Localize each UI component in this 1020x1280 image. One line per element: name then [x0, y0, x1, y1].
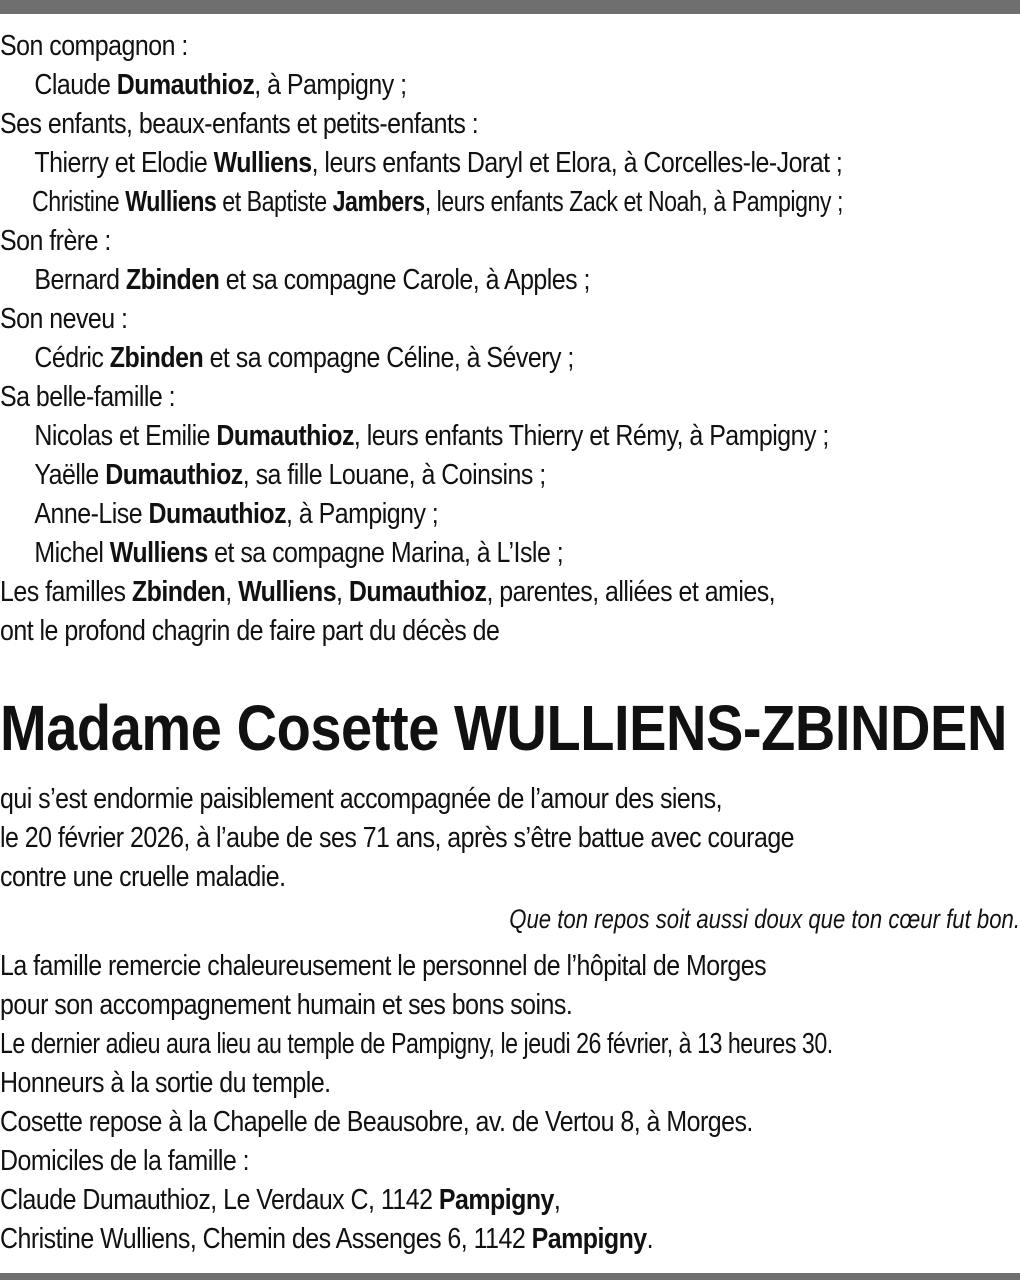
text-segment: Claude Dumauthioz, Le Verdaux C, 1142 — [0, 1184, 439, 1216]
text-segment: , sa fille Louane, à Coinsins ; — [242, 459, 546, 491]
closing-line — [0, 1103, 877, 1142]
family-line — [0, 417, 877, 456]
family-name: Wulliens — [109, 537, 208, 569]
text-segment: Anne-Lise — [34, 498, 149, 530]
family-line — [0, 339, 877, 378]
family-name: Wulliens — [238, 576, 337, 608]
family-line — [0, 222, 877, 261]
text-segment: et sa compagne Céline, à Sévery ; — [203, 342, 574, 374]
text-segment: Ses enfants, beaux-enfants et petits-enfants : — [0, 108, 479, 140]
family-line — [0, 105, 877, 144]
notice-line — [0, 858, 877, 897]
text-segment: ont le profond chagrin de faire part du décès de — [0, 615, 500, 647]
closing-text — [0, 947, 1020, 1259]
text-segment: et sa compagne Marina, à L’Isle ; — [207, 537, 564, 569]
text-segment: Christine — [32, 186, 126, 218]
text-segment: Bernard — [34, 264, 126, 296]
text-segment: Claude — [34, 69, 117, 101]
obituary-notice — [0, 27, 1020, 1259]
text-segment: Domiciles de la famille : — [0, 1145, 250, 1177]
family-line — [0, 534, 877, 573]
text-segment: et sa compagne Carole, à Apples ; — [219, 264, 590, 296]
closing-line — [0, 1220, 877, 1259]
family-line — [0, 27, 877, 66]
text-segment: , — [336, 576, 349, 608]
text-segment: Nicolas et Emilie — [34, 420, 217, 452]
family-line — [0, 495, 877, 534]
closing-line — [0, 1181, 877, 1220]
text-segment: , — [553, 1184, 561, 1216]
text-segment: qui s’est endormie paisiblement accompagnée de l’amour des siens, — [0, 783, 723, 815]
family-line — [0, 378, 877, 417]
top-rule — [0, 0, 1020, 14]
family-name: Zbinden — [109, 342, 204, 374]
closing-line — [0, 1025, 833, 1064]
closing-line — [0, 1064, 877, 1103]
family-line — [0, 144, 877, 183]
death-notice-text — [0, 780, 1020, 897]
text-segment: Yaëlle — [34, 459, 106, 491]
family-line — [0, 573, 877, 612]
closing-line — [0, 947, 877, 986]
text-segment: le 20 février 2026, à l’aube de ses 71 ans, après s’être battue avec courage — [0, 822, 795, 854]
family-name: Wulliens — [213, 147, 312, 179]
memorial-quote: Que ton repos soit aussi doux que ton cœur fut bon. — [509, 904, 1020, 934]
closing-line — [0, 1142, 877, 1181]
family-name: Zbinden — [131, 576, 226, 608]
text-segment: , à Pampigny ; — [286, 498, 439, 530]
family-name: Dumauthioz — [116, 69, 255, 101]
notice-line — [0, 780, 877, 819]
text-segment: , à Pampigny ; — [254, 69, 407, 101]
family-name: Dumauthioz — [348, 576, 487, 608]
text-segment: pour son accompagnement humain et ses bons soins. — [0, 989, 573, 1021]
family-line — [0, 66, 877, 105]
text-segment: , leurs enfants Zack et Noah, à Pampigny ; — [424, 186, 843, 218]
deceased-name: Madame Cosette WULLIENS-ZBINDEN — [0, 692, 1007, 764]
family-name: Pampigny — [531, 1223, 647, 1255]
text-segment: Cédric — [34, 342, 110, 374]
family-list — [0, 27, 1020, 651]
text-segment: , leurs enfants Daryl et Elora, à Corcelles-le-Jorat ; — [311, 147, 843, 179]
family-line — [0, 300, 877, 339]
bottom-rule — [0, 1273, 1020, 1280]
family-name: Jambers — [332, 186, 425, 218]
family-name: Dumauthioz — [216, 420, 354, 452]
family-name: Wulliens — [125, 186, 217, 218]
family-line — [0, 456, 877, 495]
family-name: Dumauthioz — [105, 459, 243, 491]
text-segment: . — [646, 1223, 654, 1255]
family-name: Dumauthioz — [148, 498, 287, 530]
text-segment: Honneurs à la sortie du temple. — [0, 1067, 331, 1099]
text-segment: Les familles — [0, 576, 132, 608]
family-line — [0, 261, 877, 300]
text-segment: Le dernier adieu aura lieu au temple de Pampigny, le jeudi 26 février, à 13 heures 30. — [0, 1028, 833, 1060]
text-segment: Michel — [34, 537, 110, 569]
text-segment: , — [225, 576, 239, 608]
text-segment: Son compagnon : — [0, 30, 188, 62]
family-name: Pampigny — [438, 1184, 554, 1216]
text-segment: contre une cruelle maladie. — [0, 861, 286, 893]
closing-line — [0, 986, 877, 1025]
text-segment: La famille remercie chaleureusement le personnel de l’hôpital de Morges — [0, 950, 767, 982]
family-line — [0, 183, 843, 222]
notice-line — [0, 819, 877, 858]
family-line — [0, 612, 877, 651]
text-segment: , leurs enfants Thierry et Rémy, à Pampigny ; — [353, 420, 829, 452]
text-segment: Son frère : — [0, 225, 111, 257]
family-name: Zbinden — [125, 264, 220, 296]
text-segment: Son neveu : — [0, 303, 128, 335]
text-segment: et Baptiste — [216, 186, 333, 218]
text-segment: Cosette repose à la Chapelle de Beausobre, av. de Vertou 8, à Morges. — [0, 1106, 753, 1138]
text-segment: Christine Wulliens, Chemin des Assenges 6, 1142 — [0, 1223, 532, 1255]
text-segment: Sa belle-famille : — [0, 381, 176, 413]
text-segment: Thierry et Elodie — [34, 147, 214, 179]
text-segment: , parentes, alliées et amies, — [486, 576, 776, 608]
